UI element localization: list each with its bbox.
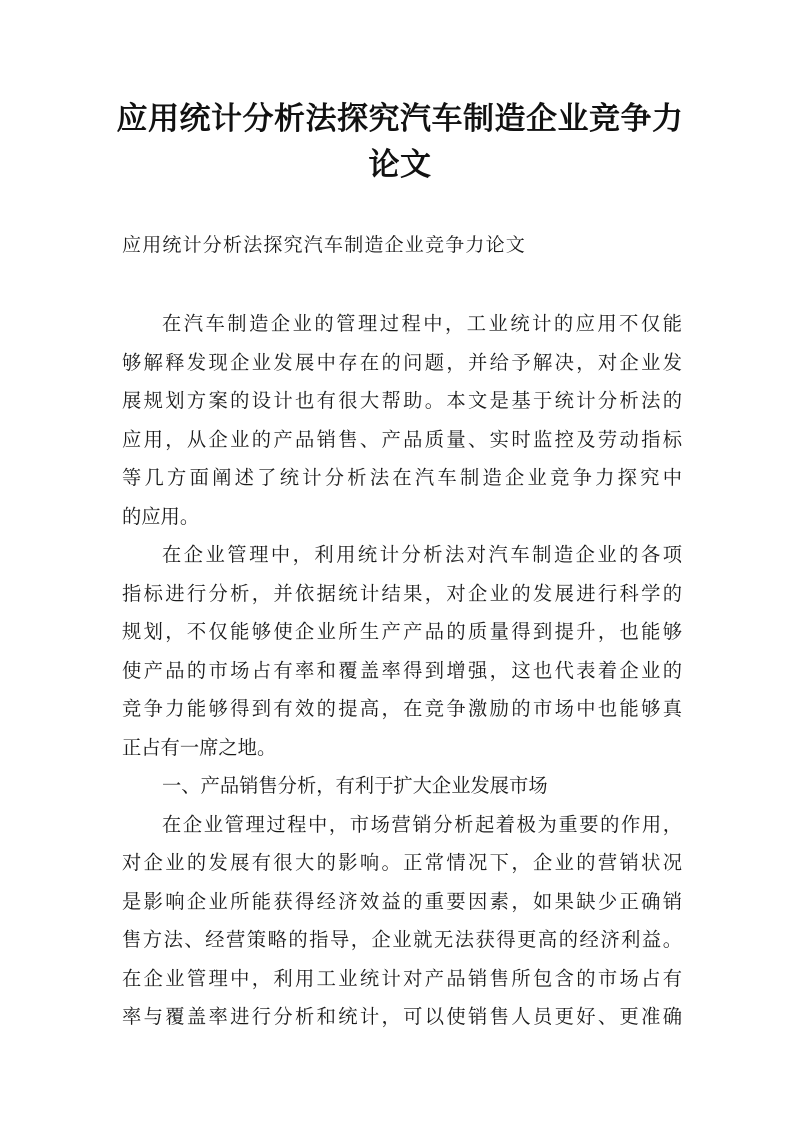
body-line: 率与覆盖率进行分析和统计，可以使销售人员更好、更准确 — [122, 1005, 682, 1028]
body-line: 够解释发现企业发展中存在的问题，并给予解决，对企业发 — [122, 350, 682, 374]
body-line: 在企业管理中，利用工业统计对产品销售所包含的市场占有 — [122, 966, 682, 990]
body-line: 的应用。 — [122, 504, 200, 528]
body-line: 售方法、经营策略的指导，企业就无法获得更高的经济利益。 — [122, 928, 682, 951]
title-line: 应用统计分析法探究汽车制造企业竞争力 — [116, 101, 684, 137]
title-line: 论文 — [368, 147, 432, 183]
body-line: 在汽车制造企业的管理过程中，工业统计的应用不仅能 — [162, 312, 682, 335]
body-line: 竞争力能够得到有效的提高，在竞争激励的市场中也能够真 — [122, 697, 682, 720]
body-line: 规划，不仅能够使企业所生产产品的质量得到提升，也能够 — [122, 620, 682, 643]
body-line: 是影响企业所能获得经济效益的重要因素，如果缺少正确销 — [122, 889, 682, 913]
body-line: 在企业管理过程中，市场营销分析起着极为重要的作用， — [162, 812, 682, 836]
body-line: 展规划方案的设计也有很大帮助。本文是基于统计分析法的 — [122, 389, 682, 412]
body-line: 指标进行分析，并依据统计结果，对企业的发展进行科学的 — [122, 581, 682, 605]
document-title — [100, 96, 700, 188]
body-line: 对企业的发展有很大的影响。正常情况下，企业的营销状况 — [122, 851, 682, 874]
body-line: 正占有一席之地。 — [122, 735, 277, 759]
section-heading: 一、产品销售分析，有利于扩大企业发展市场 — [162, 774, 548, 797]
document-body — [122, 305, 682, 1037]
body-line: 应用，从企业的产品销售、产品质量、实时监控及劳动指标 — [122, 427, 682, 451]
body-line: 等几方面阐述了统计分析法在汽车制造企业竞争力探究中 — [122, 466, 682, 489]
body-line: 使产品的市场占有率和覆盖率得到增强，这也代表着企业的 — [122, 658, 682, 682]
body-line: 在企业管理中，利用统计分析法对汽车制造企业的各项 — [162, 543, 682, 566]
document-subtitle: 应用统计分析法探究汽车制造企业竞争力论文 — [122, 234, 527, 256]
